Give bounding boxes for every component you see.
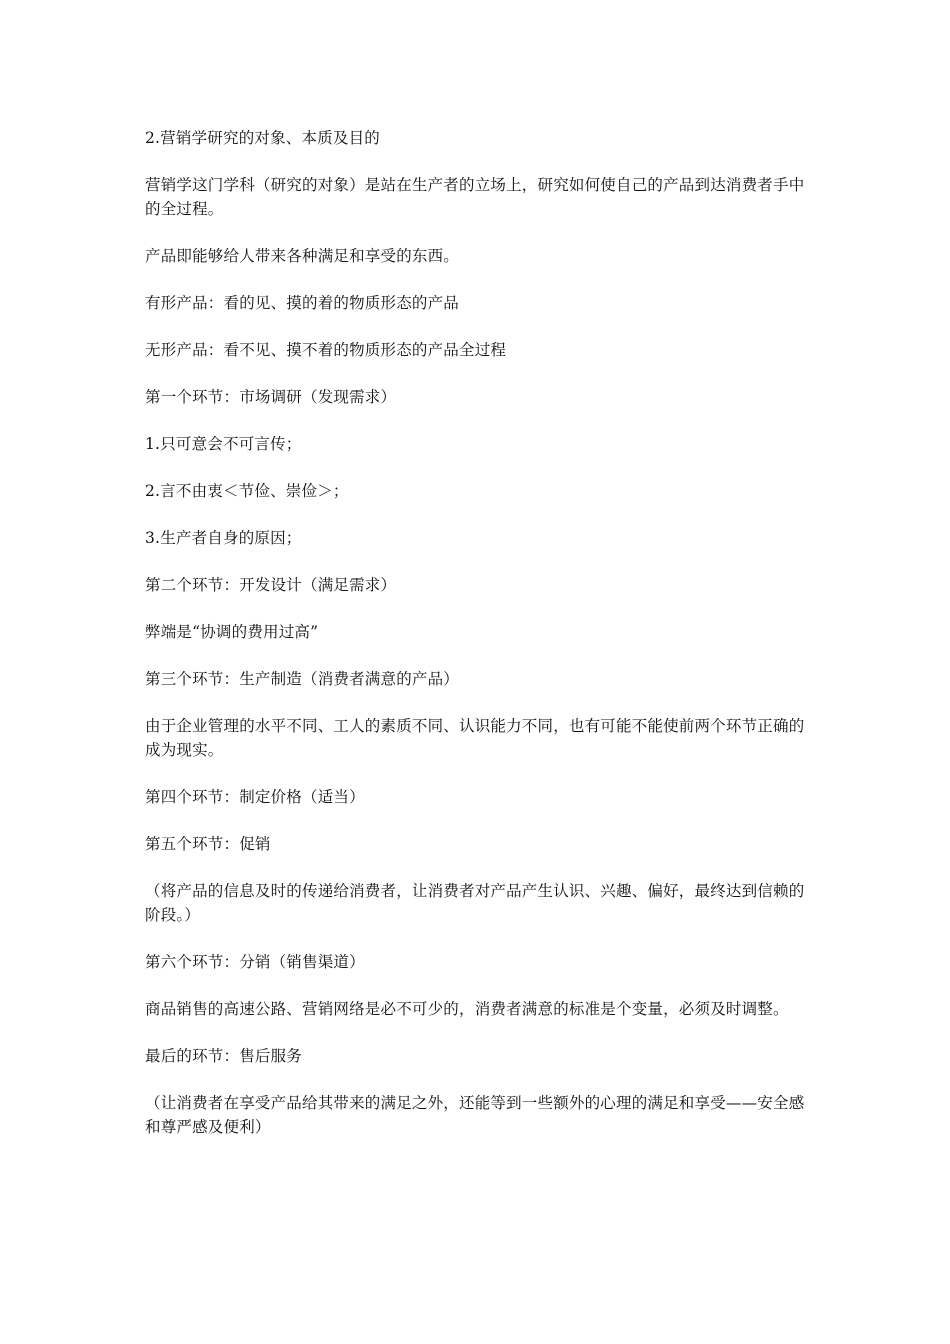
list-item: 2.言不由衷＜节俭、崇俭＞； (145, 482, 349, 500)
stage-heading: 第三个环节：生产制造（消费者满意的产品） (145, 670, 460, 688)
paragraph: （将产品的信息及时的传递给消费者，让消费者对产品产生认识、兴趣、偏好，最终达到信赖的阶段。） (145, 882, 805, 924)
paragraph: 无形产品：看不见、摸不着的物质形态的产品全过程 (145, 341, 507, 359)
stage-heading: 第四个环节：制定价格（适当） (145, 788, 365, 806)
paragraph: 由于企业管理的水平不同、工人的素质不同、认识能力不同，也有可能不能使前两个环节正确的成为现实。 (145, 717, 805, 759)
stage-heading: 第五个环节：促销 (145, 835, 271, 853)
paragraph: 营销学这门学科（研究的对象）是站在生产者的立场上，研究如何使自己的产品到达消费者手中的全过程。 (145, 176, 805, 218)
stage-heading: 第二个环节：开发设计（满足需求） (145, 576, 397, 594)
stage-heading: 第一个环节：市场调研（发现需求） (145, 388, 397, 406)
section-heading: 2.营销学研究的对象、本质及目的 (145, 129, 380, 147)
paragraph: 产品即能够给人带来各种满足和享受的东西。 (145, 247, 460, 265)
list-item: 3.生产者自身的原因； (145, 529, 302, 547)
paragraph: 商品销售的高速公路、营销网络是必不可少的，消费者满意的标准是个变量，必须及时调整。 (145, 1000, 789, 1018)
paragraph: 有形产品：看的见、摸的着的物质形态的产品 (145, 294, 460, 312)
stage-heading: 最后的环节：售后服务 (145, 1047, 303, 1065)
paragraph: 弊端是“协调的费用过高” (145, 623, 319, 641)
paragraph: （让消费者在享受产品给其带来的满足之外，还能等到一些额外的心理的满足和享受——安全感和尊严感及便利） (145, 1094, 805, 1136)
list-item: 1.只可意会不可言传； (145, 435, 302, 453)
stage-heading: 第六个环节：分销（销售渠道） (145, 953, 365, 971)
document-body (145, 126, 805, 1162)
